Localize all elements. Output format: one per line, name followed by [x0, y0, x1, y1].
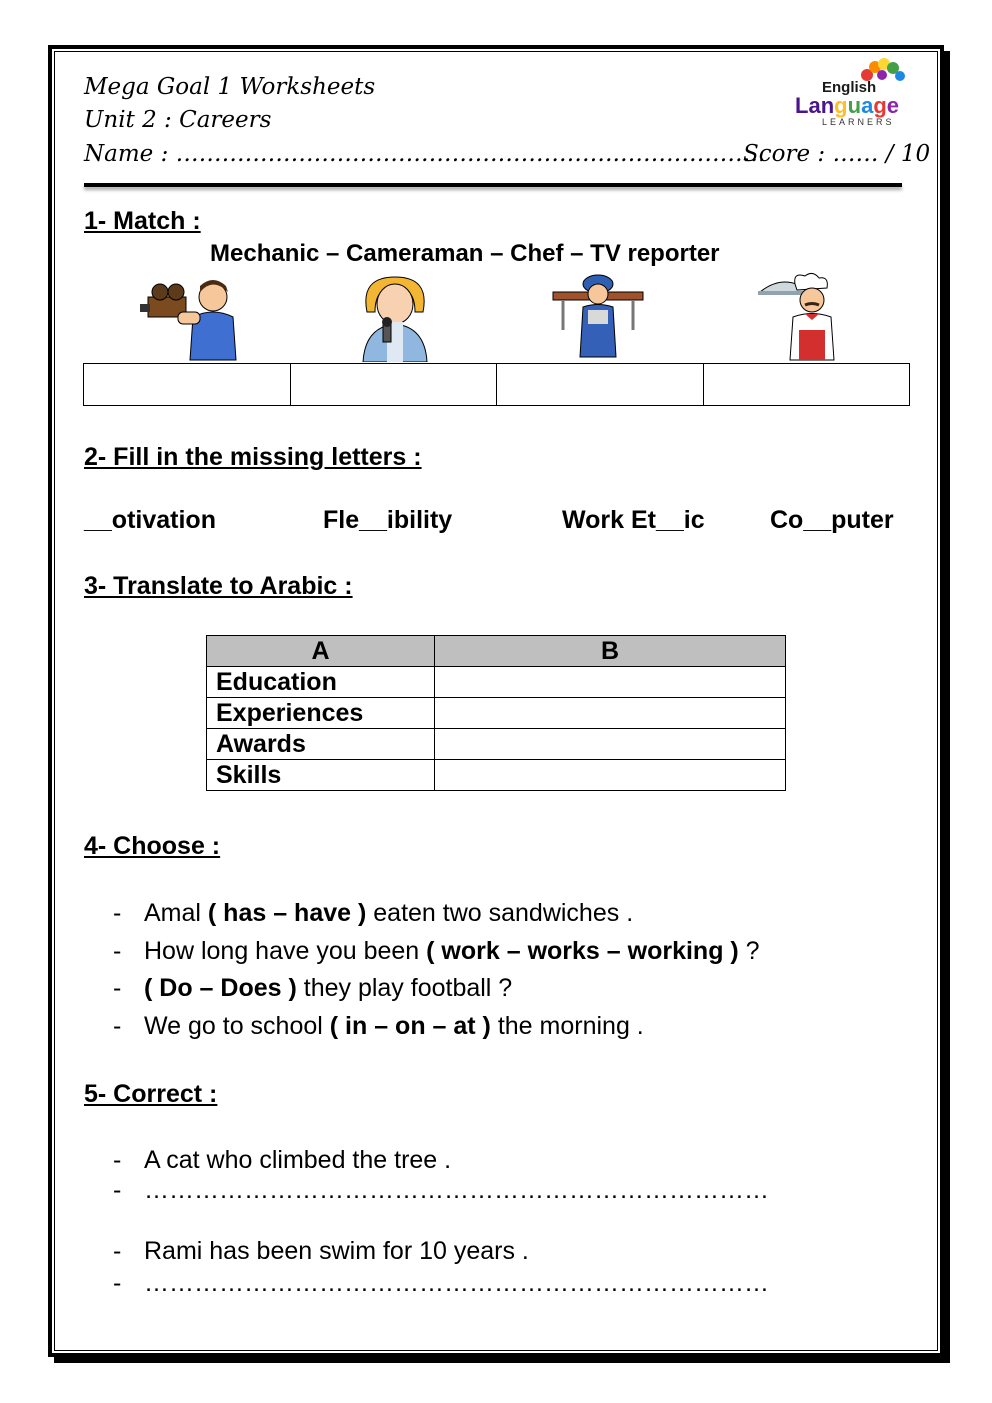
match-answer-cell-4[interactable] — [703, 364, 910, 406]
section-2-heading: 2- Fill in the missing letters : — [84, 443, 422, 471]
choose-options[interactable]: ( Do – Does ) — [144, 974, 297, 1002]
table-row — [207, 760, 786, 791]
sentence-text: A cat who climbed the tree . — [144, 1146, 452, 1174]
choose-text: ? — [738, 937, 760, 965]
logo-wordmark — [795, 92, 915, 120]
translate-answer-cell[interactable] — [435, 760, 786, 791]
translate-table — [206, 635, 786, 791]
choose-options[interactable]: ( in – on – at ) — [329, 1012, 491, 1040]
choose-options[interactable]: ( has – have ) — [207, 899, 367, 927]
missing-letters-word-1[interactable]: __otivation — [84, 506, 216, 534]
missing-letters-word-4[interactable]: Co__puter — [770, 506, 894, 534]
correct-answer-line-1[interactable]: - ………………………………………………………………… — [113, 1176, 769, 1204]
unit-title: Unit 2 : Careers — [84, 107, 272, 133]
match-answer-cell-3[interactable] — [497, 364, 704, 406]
match-answer-cell-2[interactable] — [290, 364, 497, 406]
choose-item-3: - ( Do – Does ) they play football ? — [113, 974, 513, 1002]
english-language-learners-logo — [795, 57, 915, 129]
missing-letters-word-3[interactable]: Work Et__ic — [562, 506, 705, 534]
cameraman-picture — [138, 272, 238, 362]
sentence-text: Rami has been swim for 10 years . — [144, 1237, 529, 1265]
choose-text: How long have you been — [144, 937, 427, 965]
translate-term: Education — [207, 667, 435, 698]
translate-answer-cell[interactable] — [435, 698, 786, 729]
name-field[interactable]: Name : ………………………………………………….………………. — [84, 141, 766, 167]
choose-text: eaten two sandwiches . — [366, 899, 634, 927]
header-divider — [84, 183, 902, 187]
word-bank: Mechanic – Cameraman – Chef – TV reporter — [210, 240, 720, 267]
choose-text: they play football ? — [296, 974, 513, 1002]
worksheet-title: Mega Goal 1 Worksheets — [84, 74, 376, 100]
translate-term: Awards — [207, 729, 435, 760]
section-4-heading: 4- Choose : — [84, 832, 221, 860]
correct-sentence-1: - A cat who climbed the tree . — [113, 1146, 452, 1174]
translate-answer-cell[interactable] — [435, 729, 786, 760]
choose-text: We go to school — [144, 1012, 330, 1040]
table-row — [207, 729, 786, 760]
match-answer-table — [83, 363, 910, 406]
table-row — [207, 698, 786, 729]
logo-line-3: LEARNERS — [822, 117, 895, 127]
score-field: Score : …… / 10 — [743, 141, 931, 167]
correct-sentence-2: - Rami has been swim for 10 years . — [113, 1237, 529, 1265]
table-row — [207, 667, 786, 698]
choose-item-4: - We go to school ( in – on – at ) the morning . — [113, 1012, 644, 1040]
logo-line-1: English — [822, 79, 877, 96]
choose-item-1: - Amal ( has – have ) eaten two sandwiches . — [113, 899, 634, 927]
choose-item-2: - How long have you been ( work – works – working ) ? — [113, 937, 760, 965]
answer-dots: ………………………………………………………………… — [144, 1176, 769, 1204]
column-a-header: A — [207, 636, 435, 667]
translate-term: Experiences — [207, 698, 435, 729]
choose-options[interactable]: ( work – works – working ) — [426, 937, 739, 965]
choose-text: Amal — [144, 899, 208, 927]
choose-text: the morning . — [490, 1012, 644, 1040]
section-1-heading: 1- Match : — [84, 207, 201, 235]
correct-answer-line-2[interactable]: - ………………………………………………………………… — [113, 1269, 769, 1297]
translate-term: Skills — [207, 760, 435, 791]
svg-text:Language: Language — [795, 93, 900, 118]
mechanic-picture — [548, 272, 648, 362]
chef-picture — [755, 272, 855, 362]
match-answer-cell-1[interactable] — [84, 364, 291, 406]
column-b-header: B — [435, 636, 786, 667]
translate-answer-cell[interactable] — [435, 667, 786, 698]
answer-dots: ………………………………………………………………… — [144, 1269, 769, 1297]
section-5-heading: 5- Correct : — [84, 1080, 218, 1108]
missing-letters-word-2[interactable]: Fle__ibility — [323, 506, 453, 534]
section-3-heading: 3- Translate to Arabic : — [84, 572, 353, 600]
tv-reporter-picture — [345, 272, 445, 362]
